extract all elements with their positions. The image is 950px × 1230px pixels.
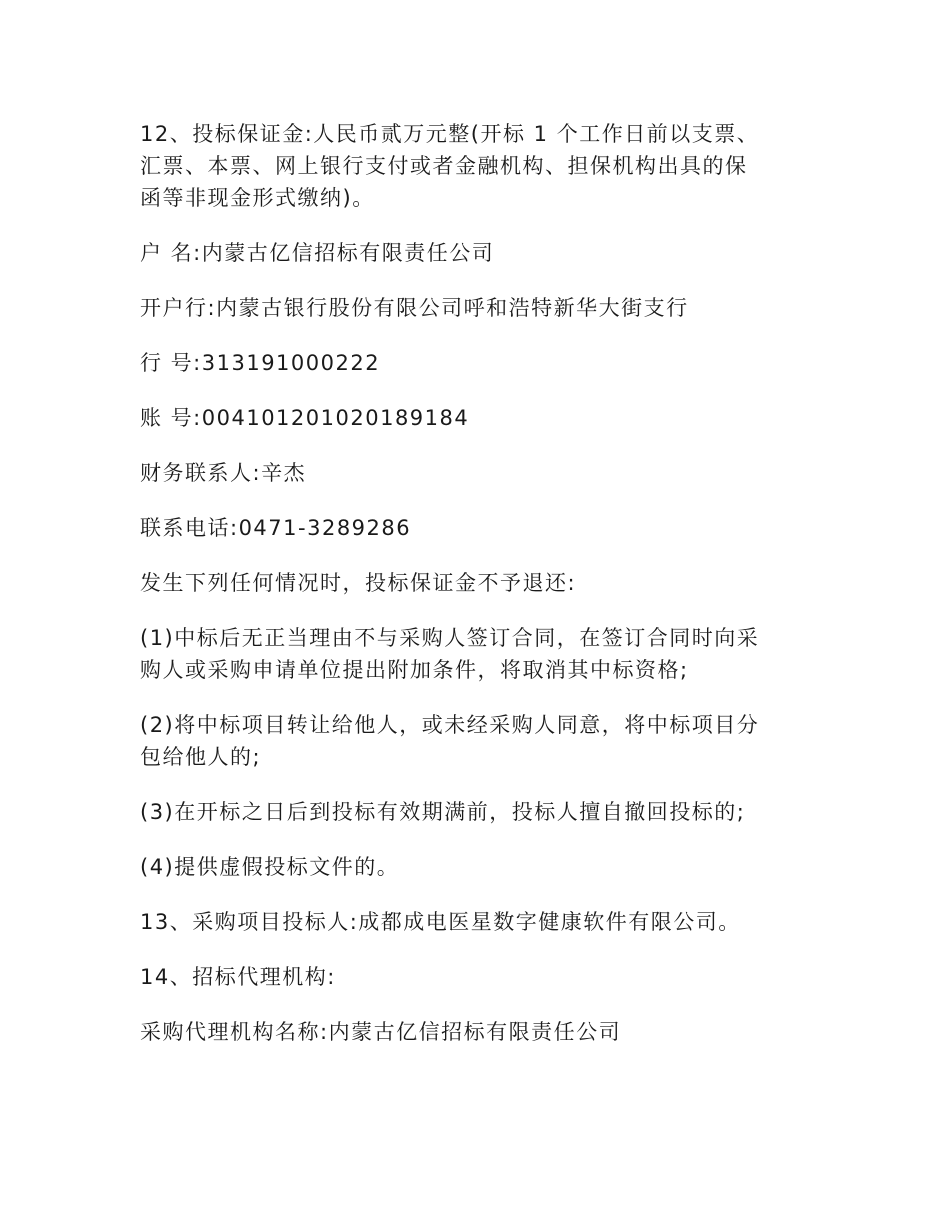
text-line: 采购代理机构名称:内蒙古亿信招标有限责任公司 (140, 1020, 622, 1044)
bank-name (140, 292, 820, 324)
forfeit-item-1 (140, 622, 820, 686)
forfeit-item-4 (140, 851, 820, 883)
text-line: 包给他人的; (140, 745, 262, 769)
text-line: 13、采购项目投标人:成都成电医星数字健康软件有限公司。 (140, 910, 741, 934)
text-line: 购人或采购申请单位提出附加条件，将取消其中标资格; (140, 658, 689, 682)
text-line: 开户行:内蒙古银行股份有限公司呼和浩特新华大街支行 (140, 296, 689, 320)
text-line: 行 号:313191000222 (140, 351, 381, 375)
text-line: (2)将中标项目转让给他人，或未经采购人同意，将中标项目分 (140, 713, 760, 737)
text-line: 14、招标代理机构: (140, 965, 336, 989)
account-name (140, 237, 820, 269)
text-line: 汇票、本票、网上银行支付或者金融机构、担保机构出具的保 (140, 154, 748, 178)
document-body (140, 118, 820, 1071)
account-number (140, 402, 820, 434)
bidder-paragraph (140, 906, 820, 938)
text-line: (3)在开标之日后到投标有效期满前，投标人擅自撤回投标的; (140, 800, 746, 824)
finance-contact (140, 457, 820, 489)
text-line: 户 名:内蒙古亿信招标有限责任公司 (140, 241, 495, 265)
bank-code (140, 347, 820, 379)
forfeit-item-3 (140, 796, 820, 828)
text-line: 财务联系人:辛杰 (140, 461, 307, 485)
contact-phone (140, 512, 820, 544)
text-line: 发生下列任何情况时，投标保证金不予退还: (140, 571, 577, 595)
text-line: 联系电话:0471-3289286 (140, 516, 412, 540)
agency-name (140, 1016, 820, 1048)
deposit-paragraph (140, 118, 820, 214)
text-line: (4)提供虚假投标文件的。 (140, 855, 400, 879)
text-line: 12、投标保证金:人民币贰万元整(开标 1 个工作日前以支票、 (140, 122, 760, 146)
forfeit-item-2 (140, 709, 820, 773)
text-line: (1)中标后无正当理由不与采购人签订合同，在签订合同时向采 (140, 626, 760, 650)
text-line: 账 号:004101201020189184 (140, 406, 470, 430)
forfeit-intro (140, 567, 820, 599)
text-line: 函等非现金形式缴纳)。 (140, 186, 375, 210)
agency-heading (140, 961, 820, 993)
